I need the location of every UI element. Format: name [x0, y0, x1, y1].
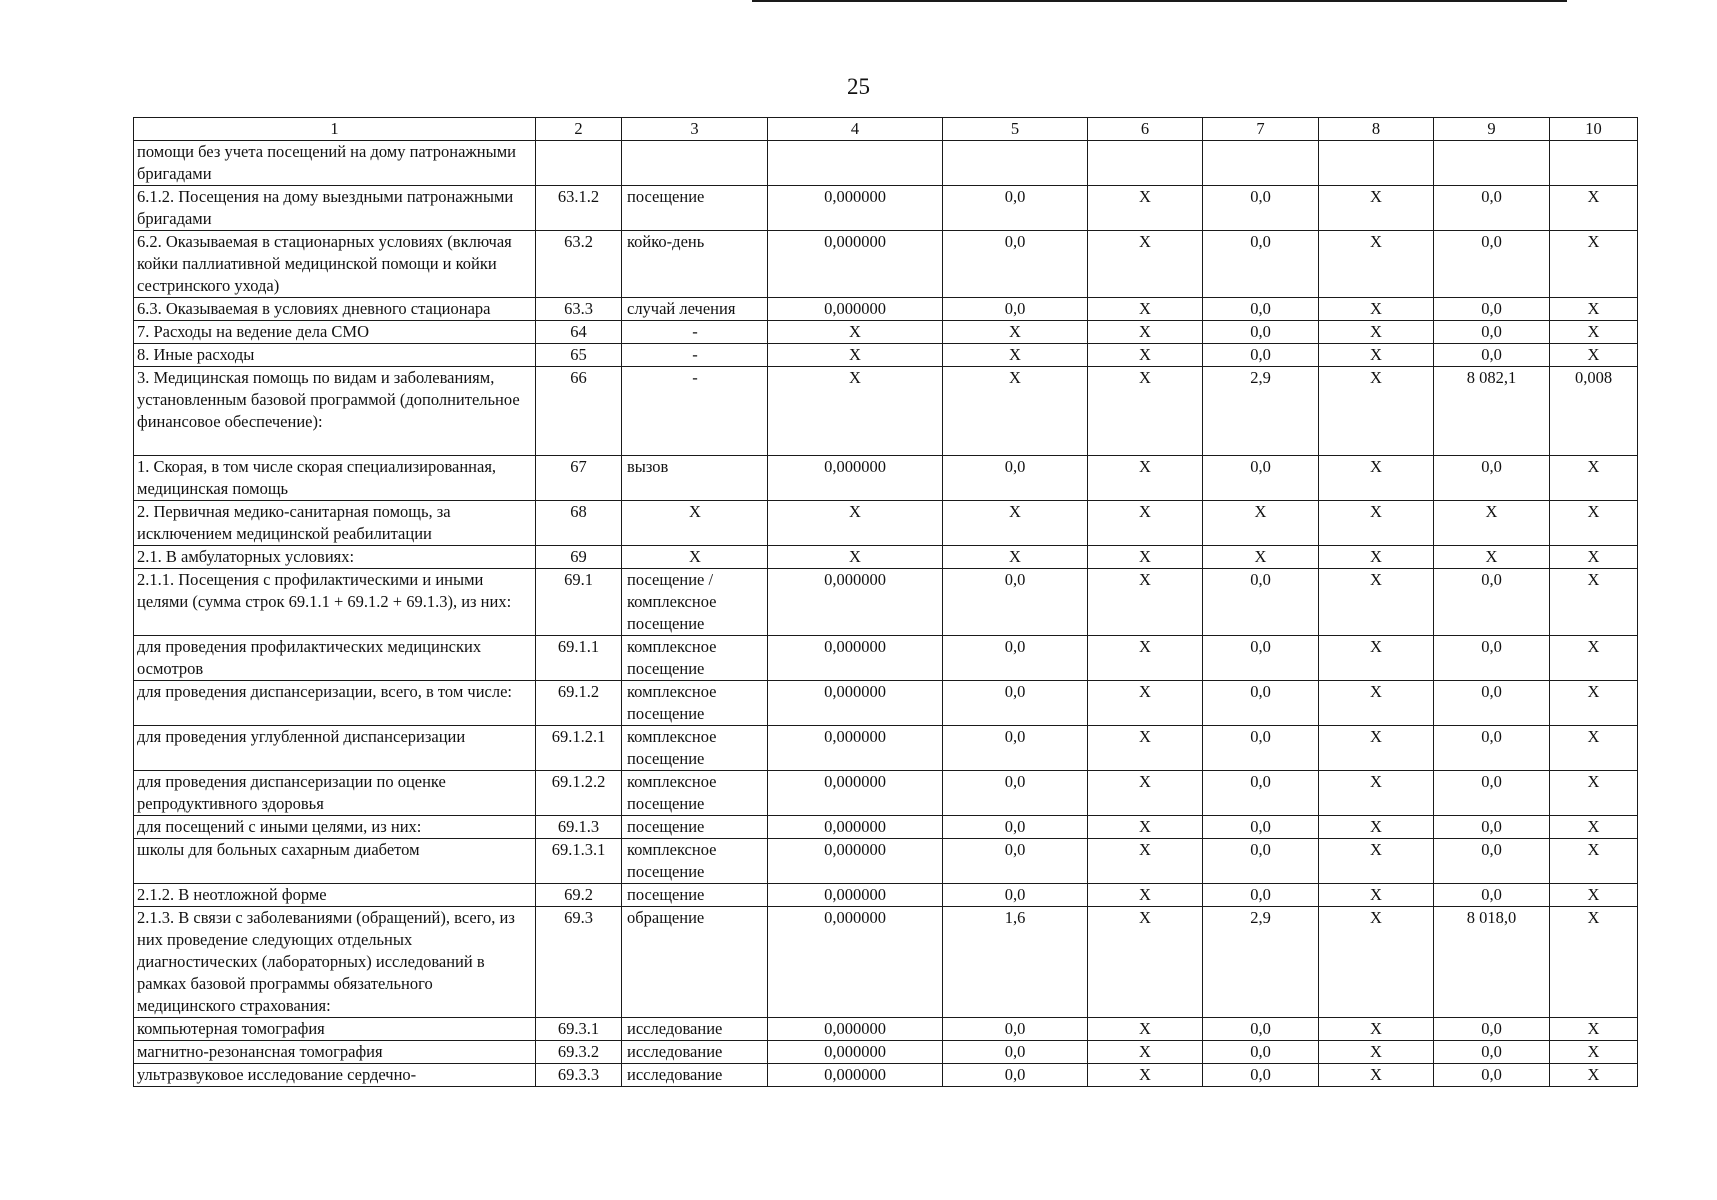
col-7-value: X: [1203, 546, 1319, 569]
table-row: [134, 231, 1638, 298]
row-label: 2. Первичная медико-санитарная помощь, за исключением медицинской реабилитации: [134, 501, 536, 546]
column-header: 5: [943, 118, 1088, 141]
col-10-value: X: [1550, 1064, 1638, 1087]
col-10-value: X: [1550, 501, 1638, 546]
col-5-value: 0,0: [943, 569, 1088, 636]
col-7-value: 2,9: [1203, 907, 1319, 1018]
table-row: [134, 546, 1638, 569]
col-4-value: 0,000000: [768, 907, 943, 1018]
unit: комплексное посещение: [622, 636, 768, 681]
col-7-value: 0,0: [1203, 636, 1319, 681]
unit: комплексное посещение: [622, 839, 768, 884]
table-row: [134, 321, 1638, 344]
row-code: 68: [536, 501, 622, 546]
col-8-value: X: [1319, 726, 1434, 771]
col-10-value: X: [1550, 186, 1638, 231]
unit: обращение: [622, 907, 768, 1018]
col-5-value: 0,0: [943, 1064, 1088, 1087]
col-4-value: 0,000000: [768, 569, 943, 636]
table-row: [134, 141, 1638, 186]
col-8-value: X: [1319, 456, 1434, 501]
row-code: 69.3.1: [536, 1018, 622, 1041]
col-7-value: 0,0: [1203, 884, 1319, 907]
unit: комплексное посещение: [622, 726, 768, 771]
col-9-value: 0,0: [1434, 839, 1550, 884]
unit: комплексное посещение: [622, 771, 768, 816]
row-label: 2.1. В амбулаторных условиях:: [134, 546, 536, 569]
table-row: [134, 1018, 1638, 1041]
col-9-value: 8 018,0: [1434, 907, 1550, 1018]
col-6-value: X: [1088, 1064, 1203, 1087]
row-code: 69.3.2: [536, 1041, 622, 1064]
column-header: 6: [1088, 118, 1203, 141]
col-8-value: X: [1319, 367, 1434, 456]
col-7-value: 0,0: [1203, 231, 1319, 298]
col-6-value: X: [1088, 186, 1203, 231]
col-5-value: X: [943, 344, 1088, 367]
row-code: 64: [536, 321, 622, 344]
col-8-value: X: [1319, 681, 1434, 726]
col-4-value: X: [768, 367, 943, 456]
col-10-value: X: [1550, 636, 1638, 681]
col-7-value: 2,9: [1203, 367, 1319, 456]
col-7-value: 0,0: [1203, 839, 1319, 884]
row-label: помощи без учета посещений на дому патронажными бригадами: [134, 141, 536, 186]
col-8-value: X: [1319, 231, 1434, 298]
col-7-value: 0,0: [1203, 816, 1319, 839]
row-label: для посещений с иными целями, из них:: [134, 816, 536, 839]
header-row: [134, 118, 1638, 141]
col-7-value: 0,0: [1203, 298, 1319, 321]
row-label: ультразвуковое исследование сердечно-: [134, 1064, 536, 1087]
col-9-value: 0,0: [1434, 569, 1550, 636]
col-6-value: X: [1088, 907, 1203, 1018]
col-7-value: X: [1203, 501, 1319, 546]
col-8-value: X: [1319, 771, 1434, 816]
data-table: [133, 117, 1638, 1087]
col-8-value: X: [1319, 1018, 1434, 1041]
col-6-value: X: [1088, 344, 1203, 367]
unit: -: [622, 367, 768, 456]
col-5-value: X: [943, 546, 1088, 569]
col-9-value: 0,0: [1434, 321, 1550, 344]
unit: -: [622, 344, 768, 367]
col-9-value: X: [1434, 546, 1550, 569]
col-7-value: 0,0: [1203, 344, 1319, 367]
unit: X: [622, 501, 768, 546]
table-row: [134, 636, 1638, 681]
unit: X: [622, 546, 768, 569]
col-9-value: 0,0: [1434, 884, 1550, 907]
row-label: 6.2. Оказываемая в стационарных условиях (включая койки паллиативной медицинской помощи и койки сестринского ухода): [134, 231, 536, 298]
row-label: 6.1.2. Посещения на дому выездными патронажными бригадами: [134, 186, 536, 231]
col-4-value: X: [768, 344, 943, 367]
row-code: 69.1.3.1: [536, 839, 622, 884]
col-9-value: 0,0: [1434, 681, 1550, 726]
table-row: [134, 456, 1638, 501]
col-5-value: [943, 141, 1088, 186]
table-row: [134, 771, 1638, 816]
row-label: 7. Расходы на ведение дела СМО: [134, 321, 536, 344]
row-label: 1. Скорая, в том числе скорая специализированная, медицинская помощь: [134, 456, 536, 501]
col-10-value: X: [1550, 546, 1638, 569]
col-8-value: X: [1319, 1064, 1434, 1087]
table-row: [134, 839, 1638, 884]
col-5-value: 0,0: [943, 839, 1088, 884]
col-5-value: 0,0: [943, 884, 1088, 907]
column-header: 7: [1203, 118, 1319, 141]
column-header: 8: [1319, 118, 1434, 141]
column-header: 10: [1550, 118, 1638, 141]
col-10-value: X: [1550, 1041, 1638, 1064]
col-8-value: [1319, 141, 1434, 186]
table-row: [134, 501, 1638, 546]
row-code: 66: [536, 367, 622, 456]
col-5-value: 0,0: [943, 1041, 1088, 1064]
col-7-value: 0,0: [1203, 569, 1319, 636]
row-label: магнитно-резонансная томография: [134, 1041, 536, 1064]
unit: посещение: [622, 186, 768, 231]
unit: комплексное посещение: [622, 681, 768, 726]
col-9-value: 0,0: [1434, 456, 1550, 501]
col-8-value: X: [1319, 884, 1434, 907]
row-code: 63.2: [536, 231, 622, 298]
col-5-value: 1,6: [943, 907, 1088, 1018]
row-label: компьютерная томография: [134, 1018, 536, 1041]
unit: посещение: [622, 884, 768, 907]
row-code: 67: [536, 456, 622, 501]
row-code: 69: [536, 546, 622, 569]
col-9-value: 0,0: [1434, 816, 1550, 839]
unit: вызов: [622, 456, 768, 501]
col-8-value: X: [1319, 344, 1434, 367]
col-10-value: X: [1550, 681, 1638, 726]
col-10-value: X: [1550, 456, 1638, 501]
col-5-value: 0,0: [943, 1018, 1088, 1041]
unit: посещение: [622, 816, 768, 839]
table-row: [134, 884, 1638, 907]
col-9-value: 0,0: [1434, 344, 1550, 367]
col-6-value: X: [1088, 298, 1203, 321]
col-5-value: X: [943, 501, 1088, 546]
col-7-value: 0,0: [1203, 1018, 1319, 1041]
col-8-value: X: [1319, 546, 1434, 569]
col-5-value: 0,0: [943, 298, 1088, 321]
table-row: [134, 367, 1638, 456]
col-9-value: X: [1434, 501, 1550, 546]
col-10-value: X: [1550, 907, 1638, 1018]
col-4-value: 0,000000: [768, 681, 943, 726]
col-4-value: X: [768, 501, 943, 546]
col-8-value: X: [1319, 1041, 1434, 1064]
col-10-value: X: [1550, 771, 1638, 816]
column-header: 1: [134, 118, 536, 141]
col-9-value: 0,0: [1434, 771, 1550, 816]
row-code: 69.1.3: [536, 816, 622, 839]
col-5-value: 0,0: [943, 726, 1088, 771]
col-8-value: X: [1319, 907, 1434, 1018]
unit: -: [622, 321, 768, 344]
col-8-value: X: [1319, 321, 1434, 344]
col-4-value: 0,000000: [768, 816, 943, 839]
col-9-value: 0,0: [1434, 1018, 1550, 1041]
table-row: [134, 344, 1638, 367]
col-7-value: 0,0: [1203, 681, 1319, 726]
row-label: для проведения профилактических медицинских осмотров: [134, 636, 536, 681]
col-10-value: [1550, 141, 1638, 186]
col-6-value: X: [1088, 816, 1203, 839]
row-label: 8. Иные расходы: [134, 344, 536, 367]
col-6-value: X: [1088, 636, 1203, 681]
table-body: [134, 141, 1638, 1087]
row-code: 69.3.3: [536, 1064, 622, 1087]
col-8-value: X: [1319, 501, 1434, 546]
col-7-value: 0,0: [1203, 456, 1319, 501]
col-5-value: 0,0: [943, 456, 1088, 501]
col-6-value: X: [1088, 1018, 1203, 1041]
column-header: 2: [536, 118, 622, 141]
col-9-value: 0,0: [1434, 231, 1550, 298]
col-4-value: X: [768, 546, 943, 569]
row-label: 2.1.1. Посещения с профилактическими и иными целями (сумма строк 69.1.1 + 69.1.2 + 69.1.3), из них:: [134, 569, 536, 636]
table-row: [134, 186, 1638, 231]
col-6-value: X: [1088, 771, 1203, 816]
col-4-value: 0,000000: [768, 1041, 943, 1064]
top-rule: [752, 0, 1567, 2]
col-6-value: X: [1088, 884, 1203, 907]
col-9-value: 8 082,1: [1434, 367, 1550, 456]
row-label: 3. Медицинская помощь по видам и заболеваниям, установленным базовой программой (дополнительное финансовое обеспечение):: [134, 367, 536, 456]
col-7-value: 0,0: [1203, 771, 1319, 816]
col-10-value: X: [1550, 231, 1638, 298]
col-10-value: X: [1550, 884, 1638, 907]
row-code: 69.1.2.2: [536, 771, 622, 816]
col-7-value: 0,0: [1203, 1041, 1319, 1064]
col-8-value: X: [1319, 636, 1434, 681]
col-4-value: [768, 141, 943, 186]
row-code: 63.3: [536, 298, 622, 321]
col-6-value: X: [1088, 681, 1203, 726]
col-10-value: X: [1550, 839, 1638, 884]
col-4-value: X: [768, 321, 943, 344]
col-4-value: 0,000000: [768, 456, 943, 501]
col-6-value: X: [1088, 456, 1203, 501]
column-header: 4: [768, 118, 943, 141]
col-6-value: X: [1088, 726, 1203, 771]
row-label: 6.3. Оказываемая в условиях дневного стационара: [134, 298, 536, 321]
col-8-value: X: [1319, 839, 1434, 884]
col-4-value: 0,000000: [768, 771, 943, 816]
table-row: [134, 569, 1638, 636]
col-10-value: X: [1550, 298, 1638, 321]
col-4-value: 0,000000: [768, 839, 943, 884]
col-9-value: [1434, 141, 1550, 186]
column-header: 3: [622, 118, 768, 141]
row-code: 63.1.2: [536, 186, 622, 231]
row-code: 69.1: [536, 569, 622, 636]
col-9-value: 0,0: [1434, 186, 1550, 231]
row-code: 69.1.2: [536, 681, 622, 726]
col-10-value: X: [1550, 344, 1638, 367]
col-4-value: 0,000000: [768, 884, 943, 907]
col-5-value: 0,0: [943, 231, 1088, 298]
col-6-value: X: [1088, 569, 1203, 636]
table-row: [134, 1041, 1638, 1064]
col-5-value: 0,0: [943, 636, 1088, 681]
row-label: для проведения диспансеризации по оценке репродуктивного здоровья: [134, 771, 536, 816]
col-5-value: 0,0: [943, 681, 1088, 726]
table-row: [134, 681, 1638, 726]
col-7-value: 0,0: [1203, 1064, 1319, 1087]
unit: исследование: [622, 1064, 768, 1087]
unit: исследование: [622, 1018, 768, 1041]
row-label: 2.1.2. В неотложной форме: [134, 884, 536, 907]
col-5-value: 0,0: [943, 771, 1088, 816]
row-label: школы для больных сахарным диабетом: [134, 839, 536, 884]
col-4-value: 0,000000: [768, 1018, 943, 1041]
col-6-value: X: [1088, 367, 1203, 456]
col-8-value: X: [1319, 816, 1434, 839]
col-5-value: 0,0: [943, 186, 1088, 231]
col-4-value: 0,000000: [768, 231, 943, 298]
col-5-value: 0,0: [943, 816, 1088, 839]
col-5-value: X: [943, 367, 1088, 456]
row-label: 2.1.3. В связи с заболеваниями (обращений), всего, из них проведение следующих отдельных диагностических (лабораторных) исследований в рамках базовой программы обязательного медицинского страхования:: [134, 907, 536, 1018]
col-9-value: 0,0: [1434, 636, 1550, 681]
unit: случай лечения: [622, 298, 768, 321]
col-9-value: 0,0: [1434, 1064, 1550, 1087]
table-row: [134, 726, 1638, 771]
row-code: 69.2: [536, 884, 622, 907]
page-number: 25: [847, 74, 870, 99]
row-label: для проведения углубленной диспансеризации: [134, 726, 536, 771]
unit: койко-день: [622, 231, 768, 298]
row-label: для проведения диспансеризации, всего, в том числе:: [134, 681, 536, 726]
col-4-value: 0,000000: [768, 186, 943, 231]
col-9-value: 0,0: [1434, 1041, 1550, 1064]
col-8-value: X: [1319, 186, 1434, 231]
col-6-value: X: [1088, 1041, 1203, 1064]
col-4-value: 0,000000: [768, 726, 943, 771]
col-10-value: X: [1550, 569, 1638, 636]
col-10-value: 0,008: [1550, 367, 1638, 456]
col-9-value: 0,0: [1434, 298, 1550, 321]
col-6-value: X: [1088, 501, 1203, 546]
col-8-value: X: [1319, 298, 1434, 321]
col-7-value: 0,0: [1203, 321, 1319, 344]
table-row: [134, 298, 1638, 321]
col-4-value: 0,000000: [768, 298, 943, 321]
col-5-value: X: [943, 321, 1088, 344]
col-9-value: 0,0: [1434, 726, 1550, 771]
col-7-value: [1203, 141, 1319, 186]
col-10-value: X: [1550, 726, 1638, 771]
col-4-value: 0,000000: [768, 636, 943, 681]
col-7-value: 0,0: [1203, 186, 1319, 231]
col-6-value: [1088, 141, 1203, 186]
col-10-value: X: [1550, 816, 1638, 839]
col-10-value: X: [1550, 1018, 1638, 1041]
row-code: 69.3: [536, 907, 622, 1018]
table-row: [134, 907, 1638, 1018]
unit: исследование: [622, 1041, 768, 1064]
col-7-value: 0,0: [1203, 726, 1319, 771]
row-code: [536, 141, 622, 186]
col-4-value: 0,000000: [768, 1064, 943, 1087]
row-code: 69.1.2.1: [536, 726, 622, 771]
col-6-value: X: [1088, 231, 1203, 298]
col-8-value: X: [1319, 569, 1434, 636]
col-6-value: X: [1088, 546, 1203, 569]
unit: посещение / комплексное посещение: [622, 569, 768, 636]
col-10-value: X: [1550, 321, 1638, 344]
col-6-value: X: [1088, 839, 1203, 884]
table-row: [134, 816, 1638, 839]
col-6-value: X: [1088, 321, 1203, 344]
column-header: 9: [1434, 118, 1550, 141]
row-code: 69.1.1: [536, 636, 622, 681]
row-code: 65: [536, 344, 622, 367]
unit: [622, 141, 768, 186]
table-row: [134, 1064, 1638, 1087]
